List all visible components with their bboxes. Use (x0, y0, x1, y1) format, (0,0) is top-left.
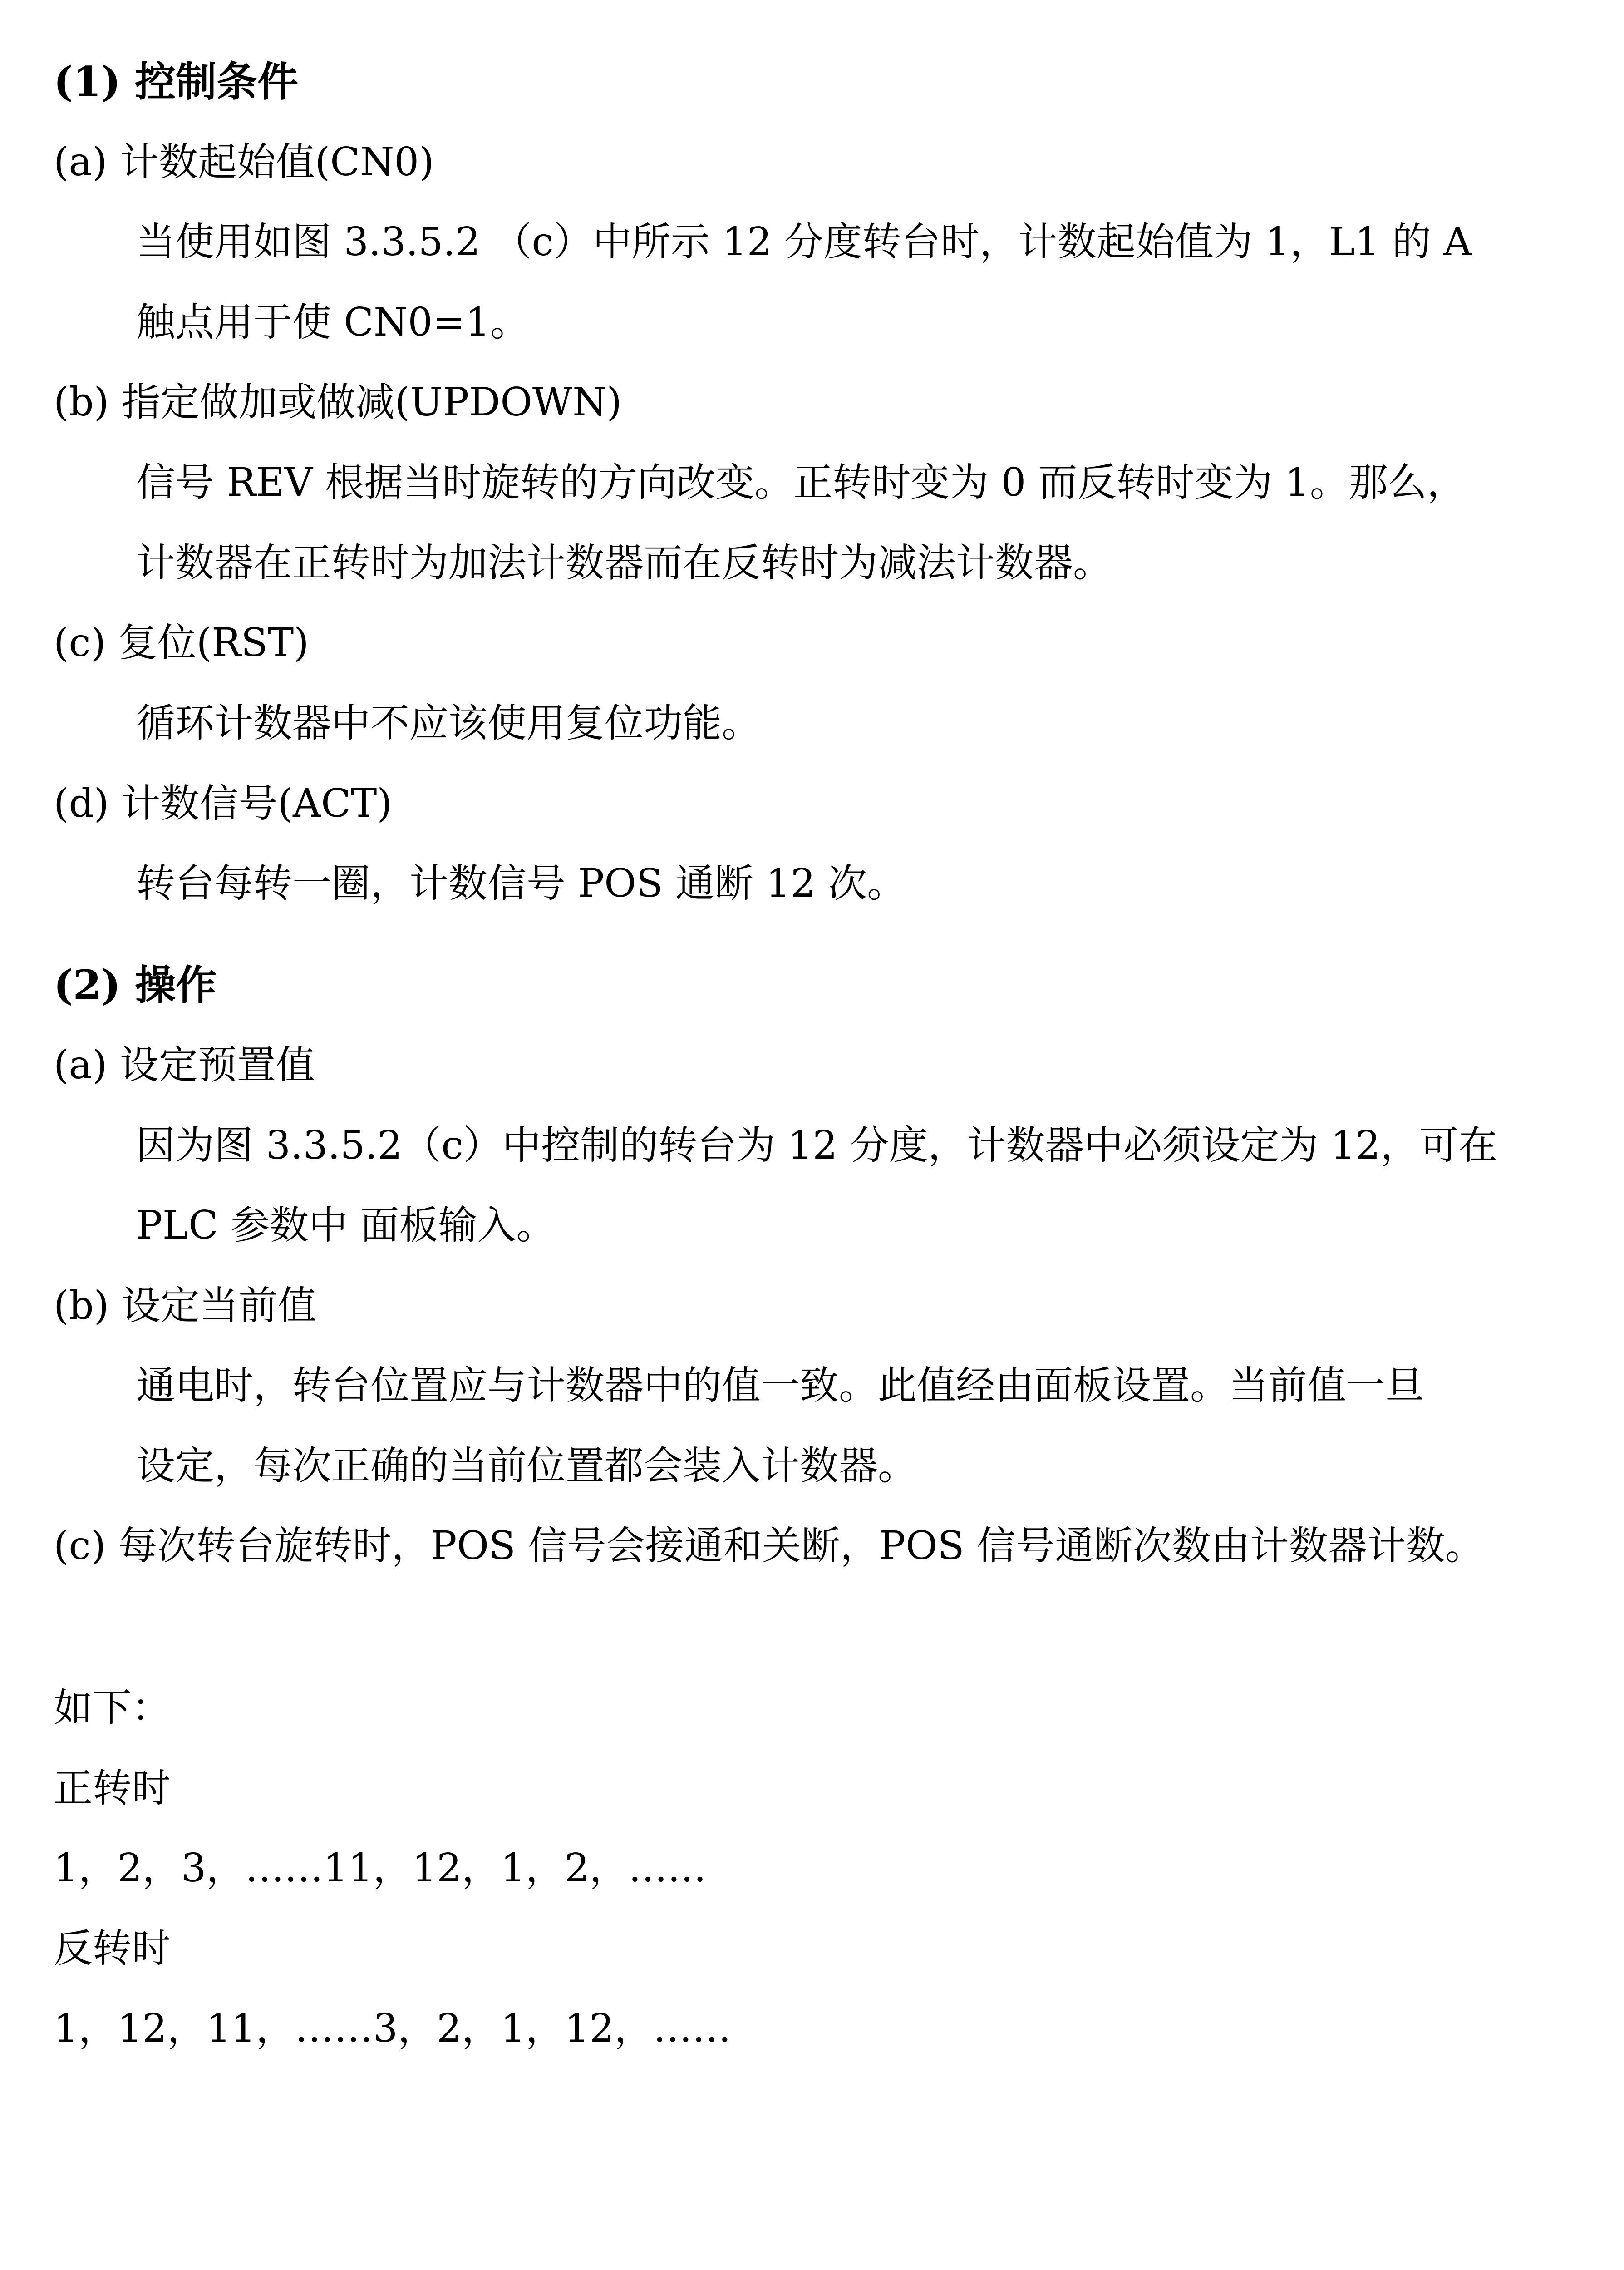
item-a-text-line-1: 当使用如图 3.3.5.2 （c）中所示 12 分度转台时，计数起始值为 1，L1 的 A (136, 219, 1472, 265)
reverse-label: 反转时 (54, 1926, 171, 1971)
reverse-sequence: 1，12，11，……3，2，1，12，…… (54, 2006, 732, 2051)
item-a-label: (a) 计数起始值(CN0) (54, 139, 434, 185)
op-a-text-line-2: PLC 参数中 面板输入。 (136, 1203, 556, 1248)
forward-label: 正转时 (54, 1766, 171, 1811)
item-b-text-line-2: 计数器在正转时为加法计数器而在反转时为减法计数器。 (136, 540, 1112, 586)
item-b-text-line-1: 信号 REV 根据当时旋转的方向改变。正转时变为 0 而反转时变为 1。那么， (136, 460, 1466, 505)
op-c-text: (c) 每次转台旋转时，POS 信号会接通和关断，POS 信号通断次数由计数器计数。 (54, 1523, 1484, 1569)
item-c-label: (c) 复位(RST) (54, 620, 309, 666)
op-b-text-line-2: 设定，每次正确的当前位置都会装入计数器。 (136, 1443, 917, 1489)
item-a-text-line-2: 触点用于使 CN0=1。 (136, 300, 529, 345)
op-a-label: (a) 设定预置值 (54, 1042, 315, 1088)
section-1-heading: (1) 控制条件 (54, 58, 299, 106)
op-b-text-line-1: 通电时，转台位置应与计数器中的值一致。此值经由面板设置。当前值一旦 (136, 1363, 1424, 1408)
section-2-heading: (2) 操作 (54, 961, 217, 1009)
item-d-label: (d) 计数信号(ACT) (54, 781, 392, 826)
op-a-text-line-1: 因为图 3.3.5.2（c）中控制的转台为 12 分度，计数器中必须设定为 12，可在 (136, 1123, 1498, 1168)
example-intro: 如下： (54, 1685, 171, 1731)
forward-sequence: 1，2，3，……11，12，1，2，…… (54, 1846, 707, 1891)
item-c-text-line-1: 循环计数器中不应该使用复位功能。 (136, 701, 761, 746)
item-d-text-line-1: 转台每转一圈，计数信号 POS 通断 12 次。 (136, 861, 906, 906)
item-b-label: (b) 指定做加或做减(UPDOWN) (54, 380, 622, 425)
op-b-label: (b) 设定当前值 (54, 1283, 317, 1328)
